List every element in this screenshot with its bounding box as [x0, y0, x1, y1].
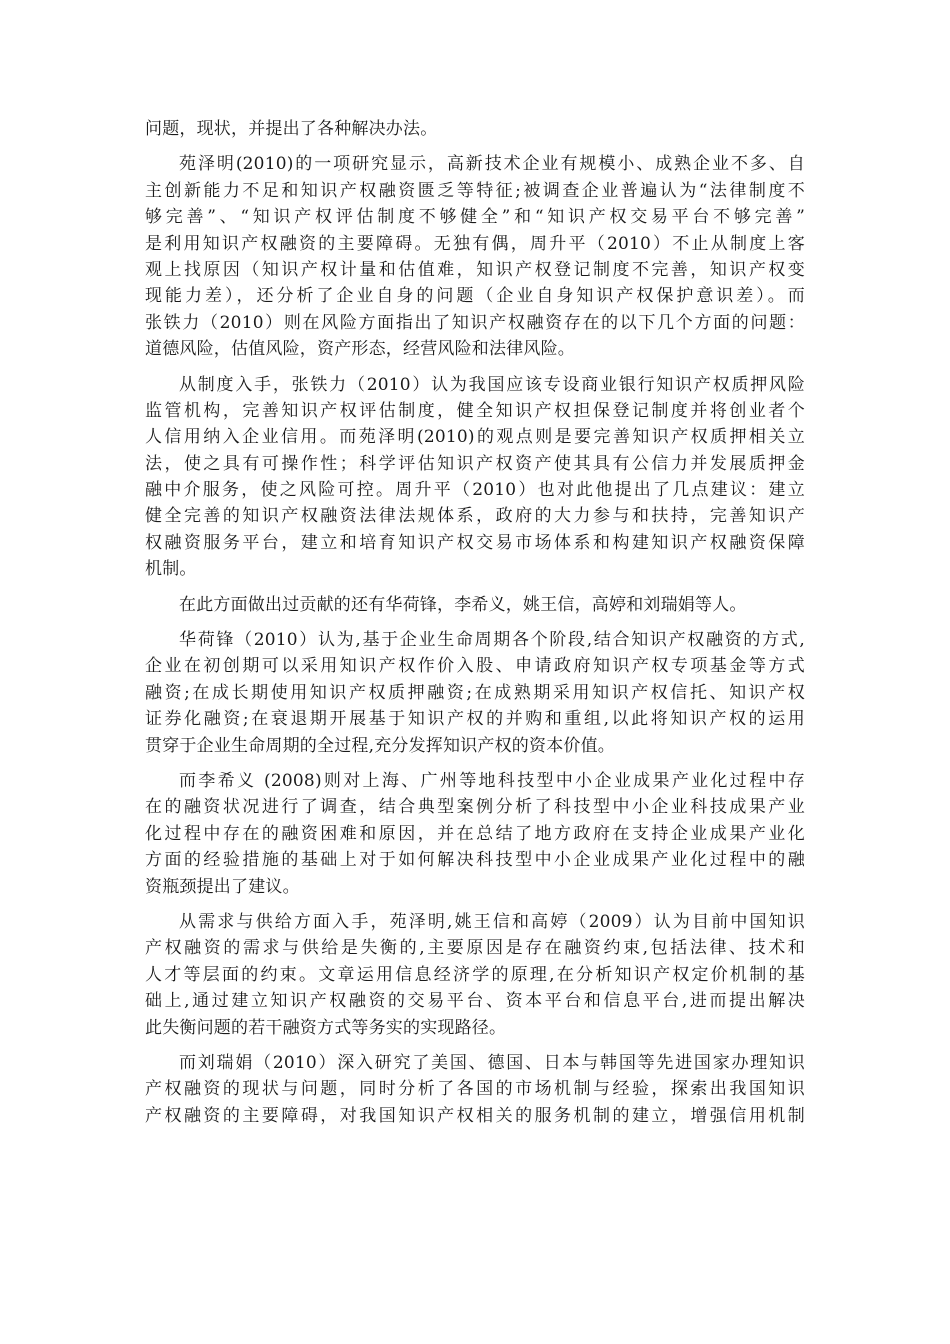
text-line: 人信用纳入企业信用。而苑泽明(2010)的观点则是要完善知识产权质押相关立	[145, 427, 805, 448]
text-line: 而李希义 (2008)则对上海、广州等地科技型中小企业成果产业化过程中存	[179, 770, 805, 791]
paragraph-7	[145, 909, 805, 1041]
text-line: 在此方面做出过贡献的还有华荷锋，李希义，姚王信，高婷和刘瑞娟等人。	[179, 594, 747, 615]
paragraph-6	[145, 768, 805, 900]
text-line: 张铁力（2010）则在风险方面指出了知识产权融资存在的以下几个方面的问题：	[145, 312, 805, 333]
text-line: 观上找原因（知识产权计量和估值难，知识产权登记制度不完善，知识产权变	[145, 259, 805, 280]
text-line: 化过程中存在的融资困难和原因，并在总结了地方政府在支持企业成果产业化	[145, 823, 805, 844]
text-line: 问题，现状，并提出了各种解决办法。	[145, 119, 438, 139]
text-line: 在的融资状况进行了调查，结合典型案例分析了科技型中小企业科技成果产业	[145, 797, 805, 818]
document-page	[145, 116, 805, 1138]
text-line: 从需求与供给方面入手，苑泽明,姚王信和高婷（2009）认为目前中国知识	[179, 911, 805, 932]
text-line: 从制度入手，张铁力（2010）认为我国应该专设商业银行知识产权质押风险	[179, 374, 805, 395]
text-line: 方面的经验措施的基础上对于如何解决科技型中小企业成果产业化过程中的融	[145, 850, 805, 871]
text-line: 健全完善的知识产权融资法律法规体系，政府的大力参与和扶持，完善知识产	[145, 506, 805, 527]
text-line: 是利用知识产权融资的主要障碍。无独有偶，周升平（2010）不止从制度上客	[145, 233, 805, 254]
text-line: 道德风险，估值风险，资产形态，经营风险和法律风险。	[145, 339, 575, 360]
text-line: 机制。	[145, 559, 197, 580]
text-line: 资瓶颈提出了建议。	[145, 876, 300, 897]
text-line: 够完善”、“知识产权评估制度不够健全”和“知识产权交易平台不够完善”	[145, 207, 805, 228]
text-line: 融资;在成长期使用知识产权质押融资;在成熟期采用知识产权信托、知识产权	[145, 682, 805, 703]
text-line: 而刘瑞娟（2010）深入研究了美国、德国、日本与韩国等先进国家办理知识	[179, 1052, 805, 1073]
paragraph-1	[145, 116, 805, 142]
paragraph-8	[145, 1050, 805, 1129]
text-line: 监管机构，完善知识产权评估制度，健全知识产权担保登记制度并将创业者个	[145, 400, 805, 421]
paragraph-4	[145, 592, 805, 618]
text-line: 人才等层面的约束。文章运用信息经济学的原理,在分析知识产权定价机制的基	[145, 964, 805, 985]
text-line: 础上,通过建立知识产权融资的交易平台、资本平台和信息平台,进而提出解决	[145, 991, 805, 1012]
text-line: 证券化融资;在衰退期开展基于知识产权的并购和重组,以此将知识产权的运用	[145, 709, 805, 730]
text-line: 贯穿于企业生命周期的全过程,充分发挥知识产权的资本价值。	[145, 735, 616, 756]
paragraph-2	[145, 151, 805, 362]
text-line: 产权融资的主要障碍，对我国知识产权相关的服务机制的建立，增强信用机制	[145, 1105, 805, 1126]
text-line: 现能力差），还分析了企业自身的问题（企业自身知识产权保护意识差）。而	[145, 286, 805, 307]
text-line: 华荷锋（2010）认为,基于企业生命周期各个阶段,结合知识产权融资的方式,	[179, 630, 805, 651]
text-line: 苑泽明(2010)的一项研究显示，高新技术企业有规模小、成熟企业不多、自	[179, 154, 805, 175]
paragraph-5	[145, 627, 805, 759]
text-line: 权融资服务平台，建立和培育知识产权交易市场体系和构建知识产权融资保障	[145, 532, 805, 553]
text-line: 此失衡问题的若干融资方式等务实的实现路径。	[145, 1017, 507, 1038]
text-line: 法，使之具有可操作性；科学评估知识产权资产使其具有公信力并发展质押金	[145, 453, 805, 474]
text-line: 企业在初创期可以采用知识产权作价入股、申请政府知识产权专项基金等方式	[145, 656, 805, 677]
text-line: 产权融资的现状与问题，同时分析了各国的市场机制与经验，探索出我国知识	[145, 1079, 805, 1100]
paragraph-3	[145, 372, 805, 583]
text-line: 融中介服务，使之风险可控。周升平（2010）也对此他提出了几点建议：建立	[145, 480, 805, 501]
text-line: 主创新能力不足和知识产权融资匮乏等特征;被调查企业普遍认为“法律制度不	[145, 180, 805, 201]
text-line: 产权融资的需求与供给是失衡的,主要原因是存在融资约束,包括法律、技术和	[145, 938, 805, 959]
